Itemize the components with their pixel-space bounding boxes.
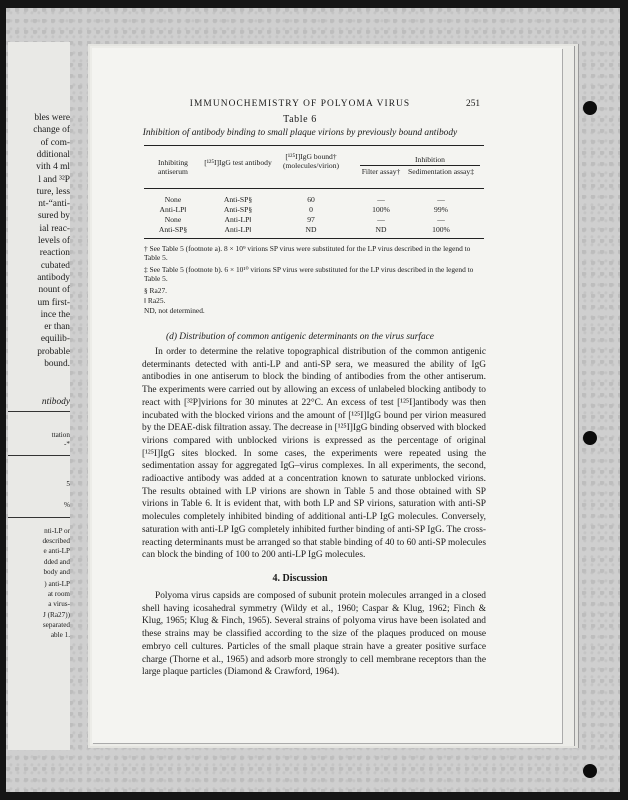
binder-hole: [583, 764, 597, 778]
table-cell: 100%: [372, 205, 390, 214]
col-header-bound: [¹²⁵I]IgG bound† (molecules/virion): [282, 152, 340, 170]
table-cell: Anti-LP‖: [224, 215, 252, 224]
facing-line: body and: [43, 567, 70, 576]
facing-line: change of: [33, 125, 70, 136]
table-cell: None: [164, 215, 182, 224]
table-bottom-rule: [144, 238, 484, 239]
facing-line: able 1.: [50, 631, 70, 639]
table-title: Table 6: [283, 114, 317, 125]
facing-line: ial reac-: [39, 223, 70, 234]
facing-line: separated: [42, 620, 70, 629]
discussion-paragraph: Polyoma virus capsids are composed of subunit protein molecules arranged in a closed shell having icosahedral symmetry (Wildy et al., 1960; Caspar & Klug, 1962; Finch & Klug, 1965; Klug & Finch, 1965). Several strains of polyoma virus have been isolated and these strains may be classified according to the size of the plaques produced on mouse embryo cell cultures. Particles of the small plaque strain have a greater positive surface charge (Thorne et al., 1965) and adsorb more strongly to cell membrane receptors than the large plaque particles (Diamond & Crawford, 1964).: [142, 591, 486, 678]
facing-line: l and ³²P: [38, 174, 70, 185]
facing-line: bound.: [44, 359, 70, 369]
col-header-inhibition: Inhibition: [415, 155, 445, 164]
facing-line: vith 4 ml: [36, 162, 70, 173]
facing-rule: [8, 517, 70, 518]
facing-italic-word: ntibody: [41, 397, 70, 407]
table-cell: 97: [307, 215, 315, 224]
facing-line: ture, less: [36, 186, 70, 197]
facing-rule: [8, 411, 70, 412]
facing-line: er than: [44, 322, 70, 333]
col-header-filter: Filter assay†: [361, 167, 401, 176]
facing-line: e anti-LP: [43, 547, 70, 556]
col-header-sediment: Sedimentation assay‡: [407, 167, 474, 176]
section-heading: (d) Distribution of common antigenic determinants on the virus surface: [166, 332, 434, 342]
facing-line: nt-“anti-: [38, 199, 70, 210]
table-cell: —: [377, 215, 385, 224]
table-cell: 100%: [432, 225, 450, 234]
facing-line: cubated: [40, 260, 70, 271]
facing-line: antibody: [37, 272, 70, 283]
table-cell: —: [437, 195, 445, 204]
facing-line: ) anti-LP: [44, 580, 70, 588]
facing-line: levels of: [37, 236, 70, 246]
facing-page: [8, 42, 70, 750]
table-cell: None: [164, 195, 182, 204]
facing-line: J (Ra27)): [43, 610, 70, 619]
facing-line: bles were: [34, 113, 70, 123]
facing-line: at room: [47, 590, 70, 599]
table-footnote: ‖ Ra25.: [144, 296, 166, 305]
facing-line: nount of: [38, 285, 70, 296]
table-cell: Anti-LP‖: [159, 205, 187, 214]
facing-line: sured by: [37, 211, 70, 222]
facing-line: dded and: [43, 557, 70, 566]
facing-line: nti-LP or: [44, 527, 70, 535]
binder-hole: [583, 101, 597, 115]
table-footnote: ND, not determined.: [144, 306, 205, 315]
facing-line: equilib-: [40, 334, 70, 345]
facing-line: probable: [37, 346, 70, 357]
table-cell: 0: [309, 205, 313, 214]
facing-line: a virus-: [48, 600, 70, 609]
table-cell: Anti-SP§: [223, 205, 253, 214]
table-cell: Anti-SP§: [223, 195, 253, 204]
facing-line: reaction: [39, 248, 70, 259]
col-header-inhibiting: Inhibiting antiserum: [158, 158, 188, 176]
section-paragraph: In order to determine the relative topographical distribution of the common antigenic determinants detected with anti-LP and anti-SP sera, we measured the ability of IgG antibodies in one antiserum to block the binding of antibodies from the other antiserum. The experiments were carried out by allowing an excess of unlabeled blocking antibody to react with [³²P]virions for 30 minutes at 22°C. An excess of test [¹²⁵I]antibody was then incubated with the blocked virions and the amount of [¹²⁵I]IgG bound per virion measured by the DEAE-disk filtration assay. The decrease in [¹²⁵I]IgG binding observed with blocked virions compared with unblocked virions is expressed as the percentage of original [¹²⁵I]IgG sites blocked. In some cases, the experiments were repeated using the sedimentation assay for aggregated IgG–virus complexes. In all experiments, the second, radioactive antibody was added at a concentration known to saturate unblocked virions. The results obtained with LP virions are shown in Table 5 and those obtained with SP virions in Table 6. It is evident that, with both LP and SP virions, saturation with anti-SP molecules completely inhibited binding of additional anti-LP IgG molecules. Conversely, saturation with anti-LP IgG completely inhibited further binding of anti-SP IgG. The cross-reacting determinants must be arranged so that stable binding of 40 to 60 anti-SP molecules can block the binding of 100 to 200 anti-LP IgG molecules.: [142, 347, 486, 561]
table-cell: Anti-LP‖: [224, 225, 252, 234]
table-cell: ND: [305, 225, 317, 234]
binder-hole: [583, 431, 597, 445]
table-top-rule: [144, 145, 484, 146]
running-header: IMMUNOCHEMISTRY OF POLYOMA VIRUS: [189, 99, 411, 109]
table-cell: 60: [307, 195, 315, 204]
inhibition-rule: [360, 165, 480, 166]
facing-fragment: %: [64, 501, 70, 509]
table-caption: Inhibition of antibody binding to small plaque virions by previously bound antibody: [142, 128, 458, 138]
table-footnote: § Ra27.: [144, 286, 167, 295]
facing-line: described: [42, 537, 70, 546]
table-header-rule: [144, 188, 484, 189]
table-cell: Anti-SP§: [158, 225, 188, 234]
table-cell: ND: [375, 225, 387, 234]
facing-rule: [8, 455, 70, 456]
facing-fragment: -*: [64, 440, 70, 448]
discussion-heading: 4. Discussion: [272, 573, 328, 584]
table-cell: —: [377, 195, 385, 204]
facing-line: ince the: [40, 309, 70, 320]
table-footnote: † See Table 5 (footnote a). 8 × 10⁹ virions SP virus were substituted for the LP virus described in the legend to Table 5.: [144, 244, 471, 263]
facing-line: dditional: [36, 149, 70, 160]
facing-fragment: 5: [66, 480, 70, 488]
col-header-test: [¹²⁵I]IgG test antibody: [204, 158, 272, 167]
table-cell: —: [437, 215, 445, 224]
table-cell: 99%: [434, 205, 448, 214]
facing-line: of com-: [40, 137, 70, 148]
page-number: 251: [466, 99, 481, 109]
table-footnote: ‡ See Table 5 (footnote b). 6 × 10¹⁰ virions SP virus were substituted for the LP virus described in the legend to Table 5.: [144, 265, 474, 284]
facing-fragment: ttation: [51, 431, 70, 439]
facing-line: um first-: [37, 297, 70, 308]
